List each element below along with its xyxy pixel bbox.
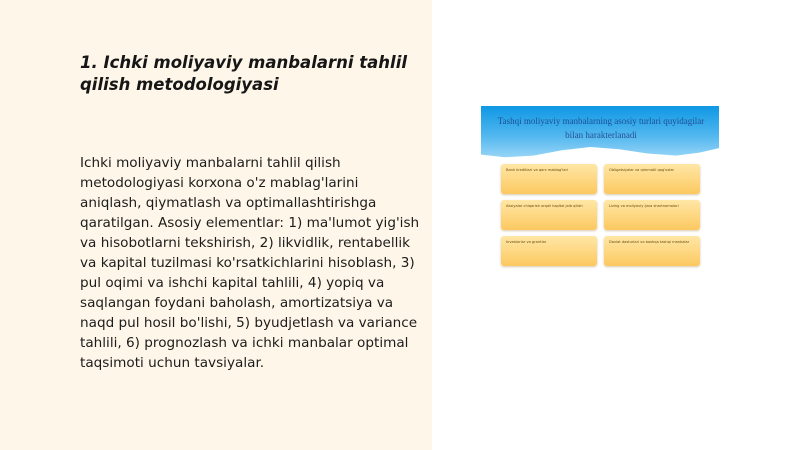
infographic-header-text: Tashqi moliyaviy manbalarning asosiy turlari quyidagilar bilan harakterlanadi — [497, 116, 705, 140]
infographic-card-grid — [501, 164, 706, 267]
infographic-card: Aksiyalar chiqarish orqali kapital jalb qilish — [501, 200, 597, 230]
infographic-card: Bank kreditlari va qarz mablag'lari — [501, 164, 597, 194]
slide-body-text: Ichki moliyaviy manbalarni tahlil qilish metodologiyasi korxona o'z mablag'larini aniqlash, qiymatlash va optimallashtirishga qaratilgan. Asosiy elementlar: 1) ma'lumot yig'ish va hisobotlarni tekshirish, 2) likvidlik, rentabellik va kapital tuzilmasi ko'rsatkichlarini hisoblash, 3) pul oqimi va ishchi kapital tahlili, 4) yopiq va saqlangan foydani baholash, amortizatsiya va naqd pul hosil bo'lishi, 5) byudjetlash va variance tahlili, 6) prognozlash va ichki manbalar optimal taqsimoti uchun tavsiyalar. — [80, 155, 420, 371]
infographic-picture — [481, 106, 719, 268]
infographic-card: Investorlar va grantlar — [501, 236, 597, 266]
infographic-card: Obligatsiyalar va qimmatli qog'ozlar — [604, 164, 700, 194]
infographic-card: Davlat dasturlari va boshqa tashqi manbalar — [604, 236, 700, 266]
infographic-card: Lizing va moliyaviy ijara shartnomalari — [604, 200, 700, 230]
slide-title: 1. Ichki moliyaviy manbalarni tahlil qilish metodologiyasi — [80, 53, 408, 94]
